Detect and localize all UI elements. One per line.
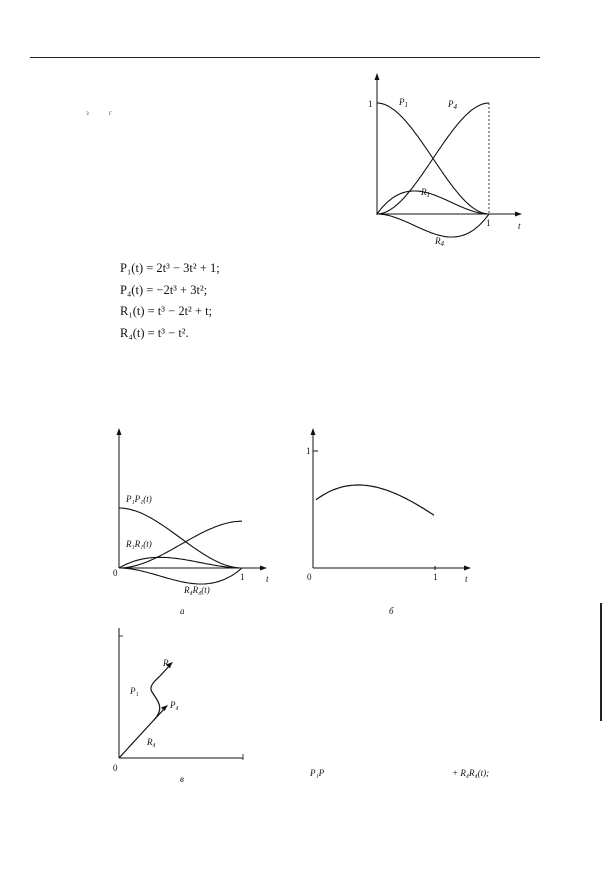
panel-a-x-axis-label: t bbox=[266, 574, 269, 584]
top-y-tick-1: 1 bbox=[368, 99, 373, 109]
panel-v-label-r1: R₁ bbox=[163, 658, 172, 668]
footer-left-text: P₁P bbox=[310, 768, 325, 778]
panel-a-label-p1p1: P₁P₁(t) bbox=[126, 494, 152, 504]
top-curves-r4 bbox=[377, 214, 489, 237]
formula-block bbox=[120, 258, 220, 344]
top-label-r4: $R_4$ bbox=[435, 236, 444, 248]
formula-r4: R₄(t) = t³ − t². bbox=[120, 325, 189, 340]
panel-b-axes bbox=[311, 428, 472, 571]
formula-r1: R₁(t) = t³ − 2t² + t; bbox=[120, 304, 213, 318]
panel-v-vectors bbox=[119, 662, 173, 758]
panel-a-x-tick-1: 1 bbox=[240, 572, 245, 582]
formula-p4: P₄(t) = −2t³ + 3t²; bbox=[120, 282, 208, 297]
panel-b-origin: 0 bbox=[307, 572, 312, 582]
panel-v-caption: в bbox=[180, 774, 184, 784]
panel-a-origin: 0 bbox=[113, 568, 118, 578]
panel-v-label-p4: P₄ bbox=[170, 700, 179, 710]
margin-bar bbox=[600, 603, 602, 721]
panel-b-x-axis-label: t bbox=[465, 574, 468, 584]
formula-p1: P₁(t) = 2t³ − 3t² + 1; bbox=[120, 261, 220, 275]
panel-a-label-r4r4: R₄R₄(t) bbox=[184, 585, 210, 595]
stray-mark-2: г bbox=[109, 109, 112, 117]
footer-right-text: + R₄R₄(t); bbox=[452, 768, 490, 778]
panel-a-caption: а bbox=[180, 606, 185, 616]
panel-v-origin: 0 bbox=[113, 763, 118, 773]
panel-b-x-tick-1: 1 bbox=[433, 572, 438, 582]
panel-b-y-tick-1: 1 bbox=[306, 446, 311, 456]
top-label-r1: $R_1$ bbox=[421, 187, 430, 199]
panel-v-label-p1: P₁ bbox=[130, 686, 139, 696]
panel-b-caption: б bbox=[389, 606, 394, 616]
panel-a-curves-r4 bbox=[119, 568, 242, 584]
panel-b-curve bbox=[316, 485, 434, 515]
top-curves bbox=[377, 103, 489, 237]
panel-a-label-r1r1: R₁R₁(t) bbox=[126, 539, 152, 549]
panel-a-curves-r1 bbox=[119, 557, 242, 568]
top-label-p4: $P_4$ bbox=[448, 99, 457, 111]
panel-v-label-r4: R₄ bbox=[147, 737, 156, 747]
top-x-tick-1: 1 bbox=[486, 218, 491, 228]
top-curves-r1 bbox=[377, 191, 489, 214]
top-label-p1: $P_1$ bbox=[399, 97, 408, 109]
top-x-axis-label: t bbox=[518, 221, 521, 231]
stray-mark-1: з bbox=[86, 109, 89, 117]
